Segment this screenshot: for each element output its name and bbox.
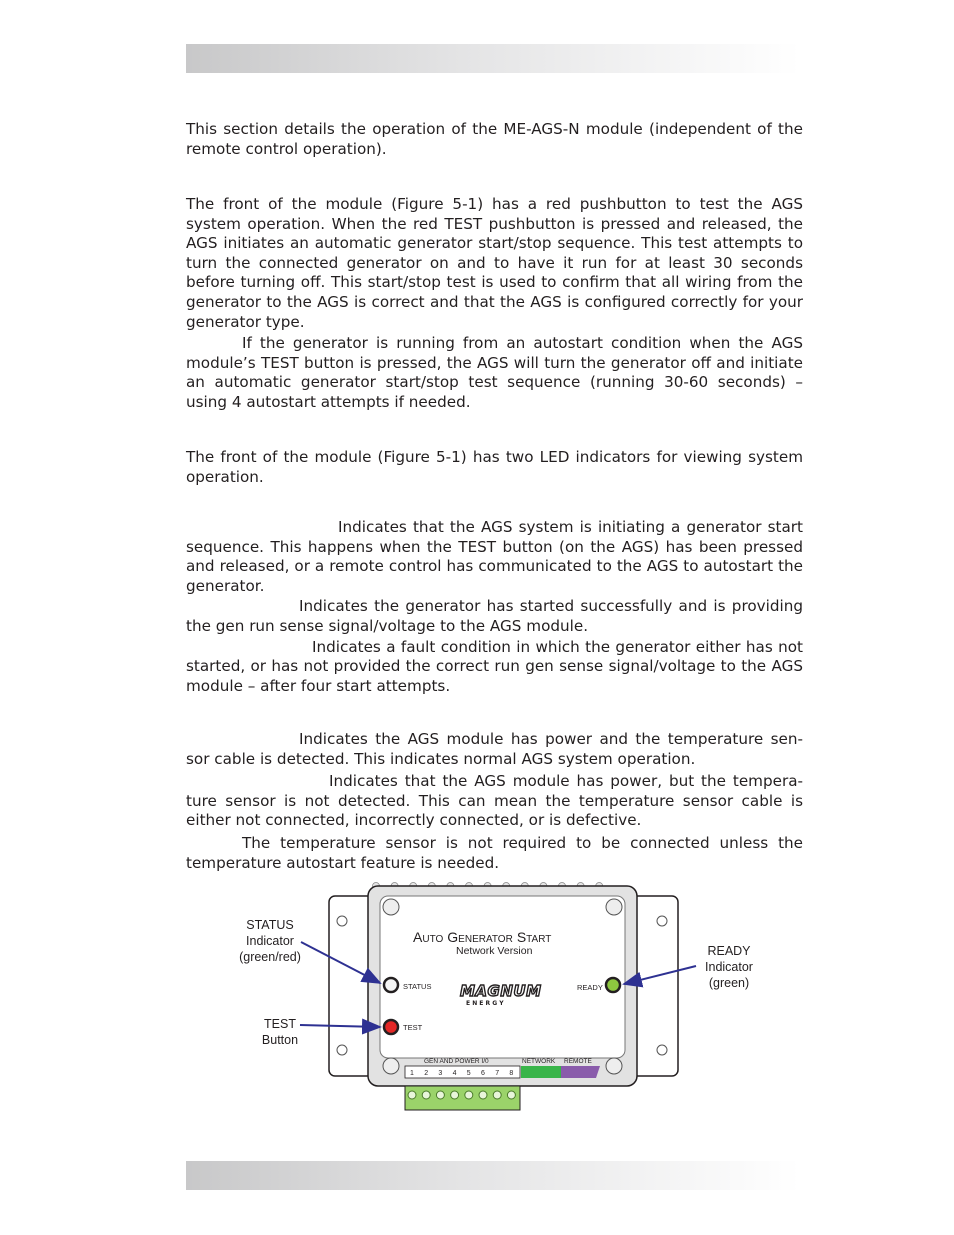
terminal-number: 7	[495, 1070, 500, 1077]
ready-callout-line-1: READY	[707, 944, 751, 958]
mount-hole-icon	[657, 1045, 667, 1055]
ready-led-desc-2: Indicates that the AGS module has power, but the tempera-ture sensor is not detected. This can mean the temperature sensor cable is either not connected, incorrectly connected, or is defective.	[186, 772, 803, 830]
device-title: AUTO GENERATOR START	[413, 929, 552, 945]
terminal-number: 5	[466, 1070, 471, 1077]
status-led-desc-2: Indicates the generator has started successfully and is providing the gen run sense signal/voltage to the AGS module.	[186, 597, 803, 635]
status-led-icon	[384, 978, 398, 992]
test-paragraph-1: The front of the module (Figure 5-1) has a red pushbutton to test the AGS system operation. When the red TEST pushbutton is pressed and released, the AGS initiates an automatic generator start/stop sequence. This test attempts to turn the connected generator on and to have it run for at least 30 seconds before turning off. This start/stop test is used to confirm that all wiring from the generator to the AGS is correct and that the AGS is configured correctly for your generator type.	[186, 195, 803, 331]
gen-io-label: GEN AND POWER I/0	[424, 1058, 489, 1065]
status-callout-line-2: Indicator	[246, 934, 294, 948]
screw-icon	[606, 899, 622, 915]
terminal-screw-icon	[436, 1091, 444, 1099]
terminal-number: 6	[481, 1070, 485, 1077]
terminal-number: 8	[509, 1070, 514, 1077]
status-callout-line-3: (green/red)	[239, 950, 301, 964]
terminal-number: 4	[452, 1070, 457, 1077]
terminal-screw-icon	[479, 1091, 487, 1099]
terminal-screw-icon	[408, 1091, 416, 1099]
ready-callout-line-2: Indicator	[705, 960, 753, 974]
test-paragraph-2: If the generator is running from an autostart condition when the AGS module’s TEST button is pressed, the AGS will turn the generator off and initiate an automatic generator start/stop test sequence (running 30-60 seconds) – using 4 autostart attempts if needed.	[186, 334, 803, 411]
module-face-panel	[380, 896, 625, 1058]
screw-icon	[606, 1058, 622, 1074]
ready-led-label: READY	[577, 983, 603, 992]
right-mounting-flange	[632, 896, 678, 1076]
remote-port[interactable]	[561, 1066, 600, 1078]
magnum-logo: MAGNUM	[460, 982, 542, 1000]
intro-text: This section details the operation of the ME-AGS-N module (independent of the remote control operation).	[186, 120, 803, 158]
terminal-number: 3	[438, 1070, 443, 1077]
ready-callout-line-3: (green)	[708, 976, 750, 990]
test-button-label: TEST	[403, 1023, 423, 1032]
test-button[interactable]	[384, 1020, 398, 1034]
screw-icon	[383, 899, 399, 915]
network-port-label: NETWORK	[522, 1058, 556, 1065]
left-mounting-flange	[329, 896, 373, 1076]
terminal-screw-icon	[451, 1091, 459, 1099]
terminal-screw-icon	[465, 1091, 473, 1099]
mount-hole-icon	[337, 916, 347, 926]
mount-hole-icon	[657, 916, 667, 926]
status-led-desc-3: Indicates a fault condition in which the generator either has not started, or has not provided the correct run gen sense signal/voltage to the AGS module – after four start attempts.	[186, 637, 803, 695]
temperature-sensor-note: The temperature sensor is not required to be connected unless the temperature autostart feature is needed.	[186, 833, 803, 872]
terminal-block	[405, 1086, 520, 1110]
terminal-screw-icon	[507, 1091, 515, 1099]
remote-port-label: REMOTE	[564, 1058, 592, 1065]
screw-icon	[383, 1058, 399, 1074]
status-callout-line-1: STATUS	[246, 918, 294, 932]
energy-logo-text: E N E R G Y	[466, 1000, 504, 1007]
terminal-number: 2	[424, 1070, 429, 1077]
terminal-number: 1	[410, 1070, 414, 1077]
status-led-label: STATUS	[403, 982, 432, 991]
status-led-desc-1: Indicates that the AGS system is initiating a generator start sequence. This happens when the TEST button (on the AGS) has been pressed and released, or a remote control has communicated to the AGS to autostart the generator.	[186, 518, 803, 595]
led-intro-text: The front of the module (Figure 5-1) has two LED indicators for viewing system operation.	[186, 448, 803, 486]
mount-hole-icon	[337, 1045, 347, 1055]
ready-led-desc-1: Indicates the AGS module has power and the temperature sen-sor cable is detected. This indicates normal AGS system operation.	[186, 730, 803, 768]
network-port[interactable]	[521, 1066, 561, 1078]
terminal-screw-icon	[493, 1091, 501, 1099]
terminal-screw-icon	[422, 1091, 430, 1099]
test-callout-line-1: TEST	[264, 1017, 296, 1031]
terminal-strip	[405, 1066, 520, 1078]
test-callout-line-2: Button	[261, 1033, 299, 1047]
ready-led-icon	[606, 978, 620, 992]
footer-bar	[186, 1161, 800, 1190]
device-subtitle: Network Version	[456, 945, 533, 957]
